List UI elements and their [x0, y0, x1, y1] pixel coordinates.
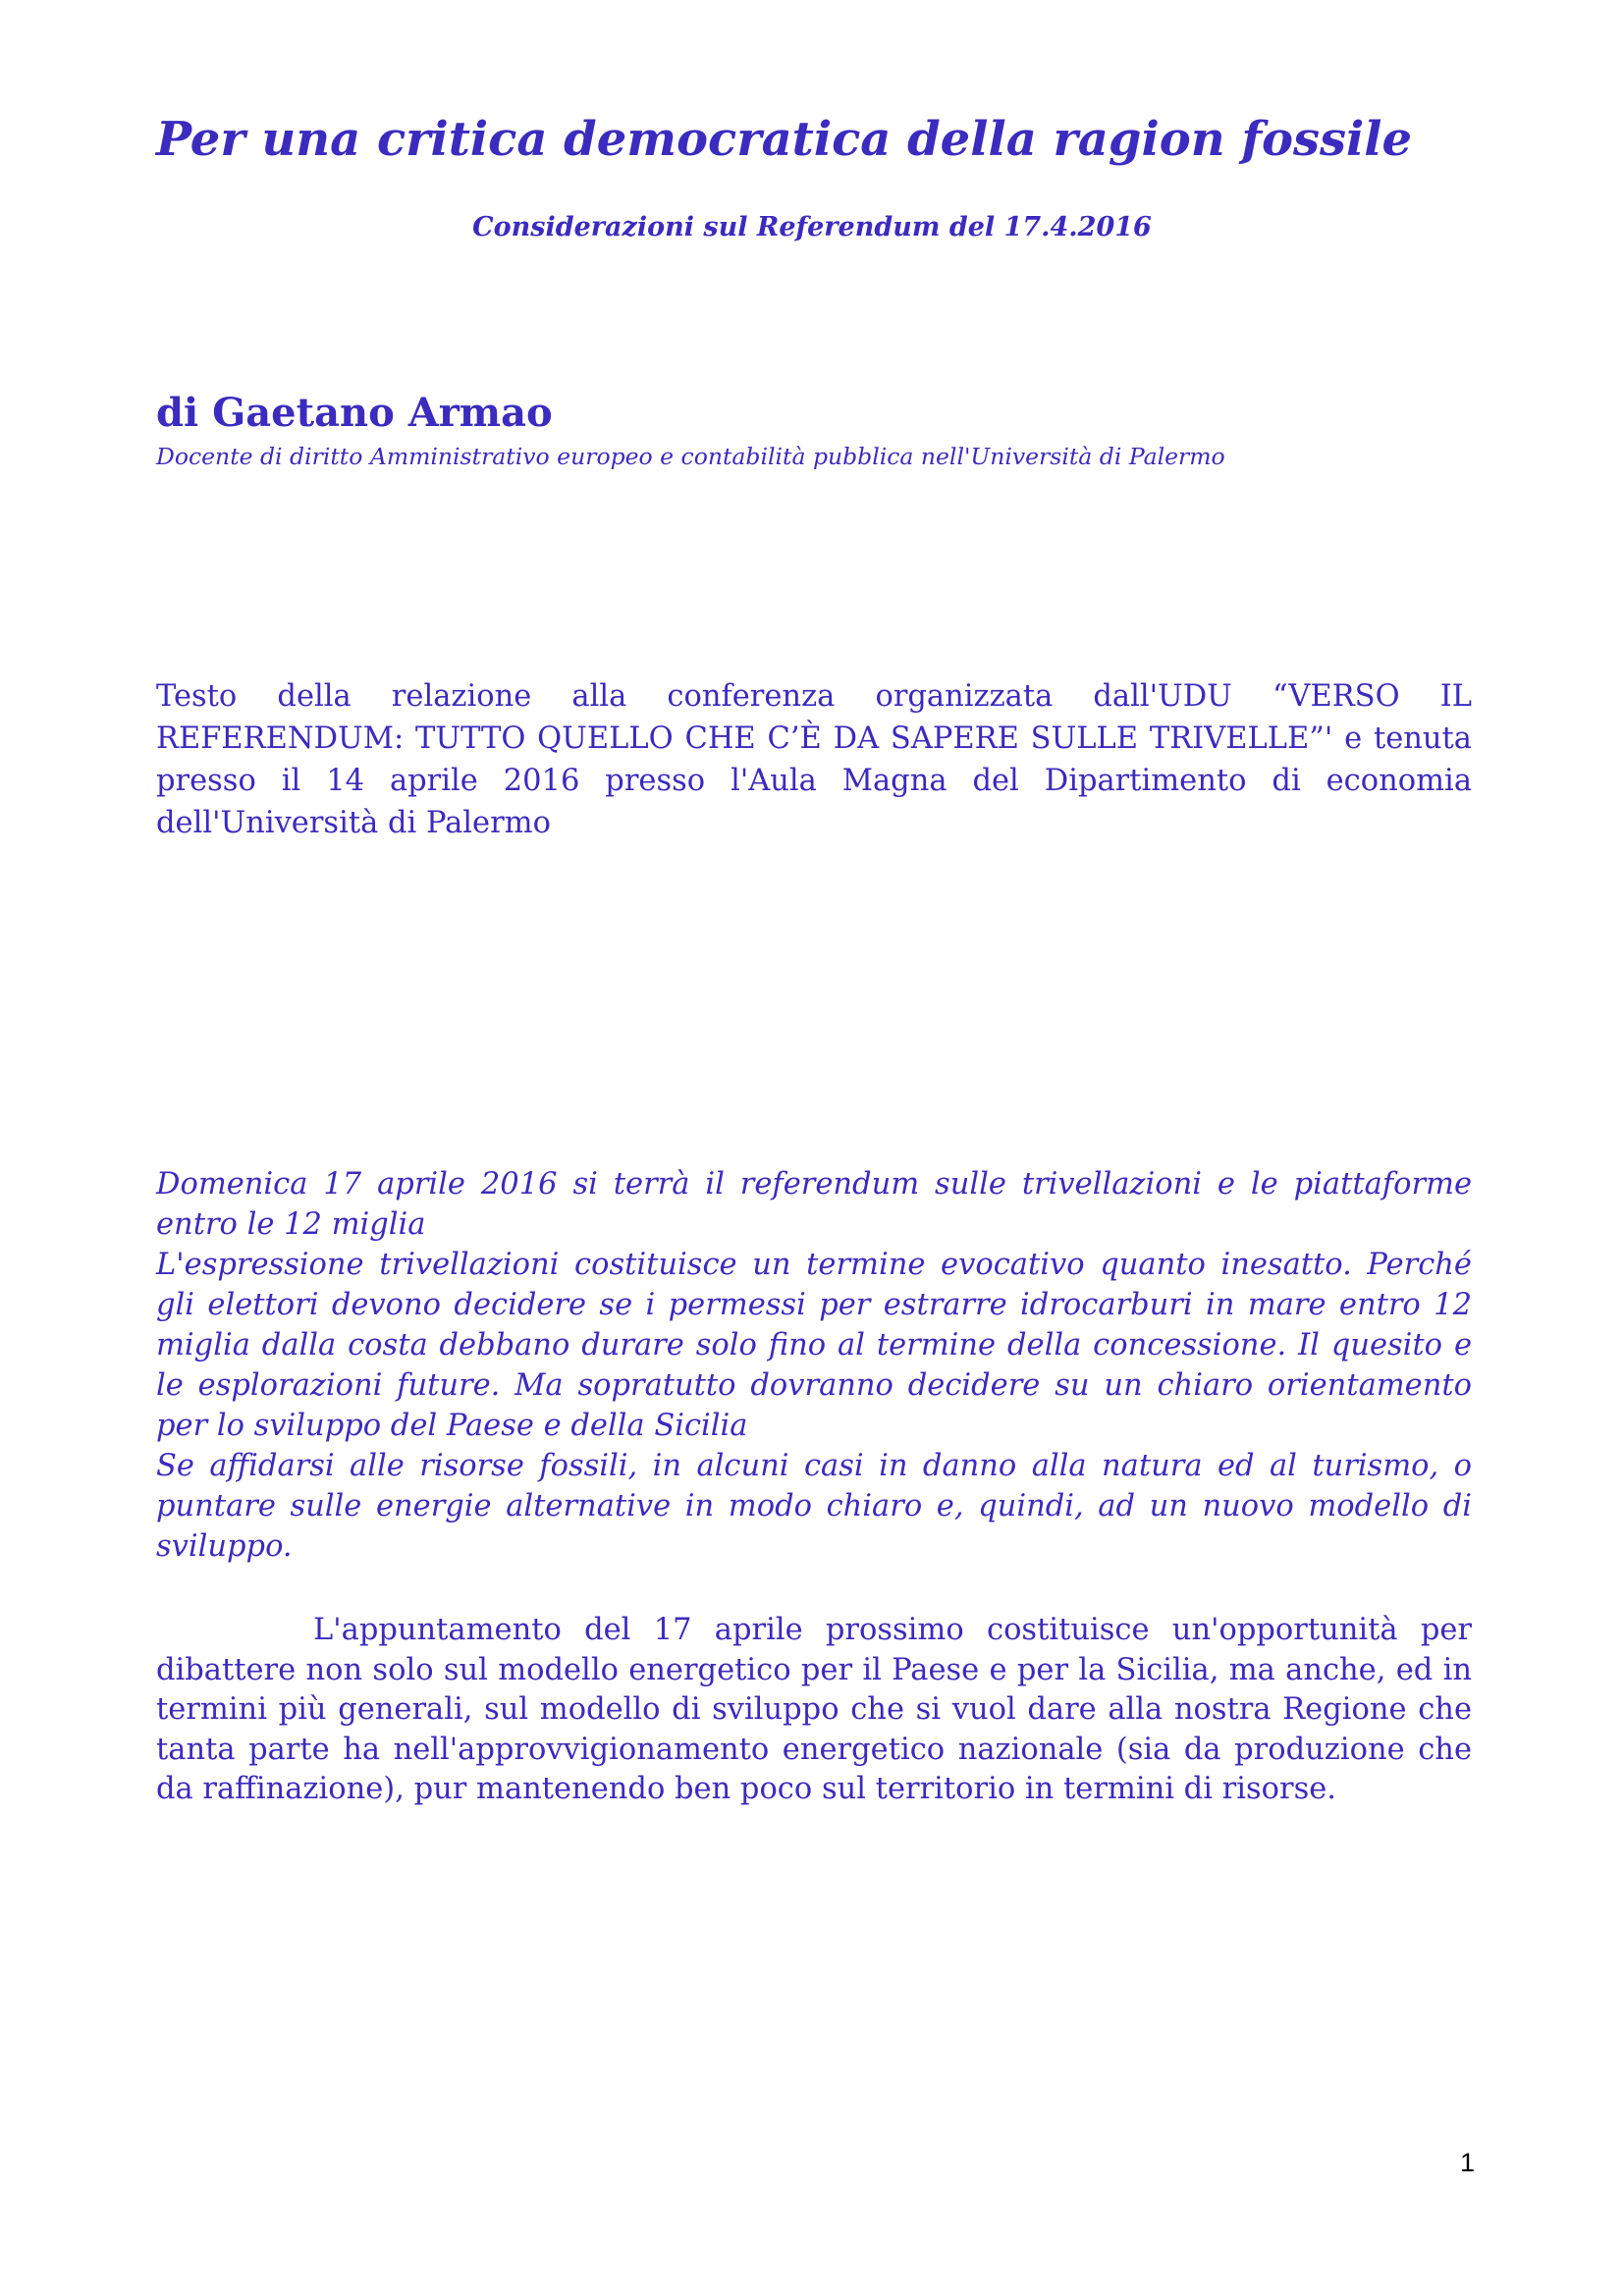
intro-paragraph: Testo della relazione alla conferenza organizzata dall'UDU “VERSO IL REFERENDUM: TUTTO QUELLO CHE C’È DA SAPERE SULLE TRIVELLE”' e tenuta presso il 14 aprile 2016 presso l'Aula Magna del Dipartimento di economia dell'Università di Palermo — [156, 679, 1472, 840]
italic-paragraph: Se affidarsi alle risorse fossili, in alcuni casi in danno alla natura ed al turismo, o puntare sulle energie alternative in modo chiaro e, quindi, ad un nuovo modello di sviluppo. — [156, 1449, 1472, 1564]
document-title: Per una critica democratica della ragion fossile — [156, 112, 1413, 167]
document-subtitle: Considerazioni sul Referendum del 17.4.2016 — [472, 212, 1152, 242]
body-paragraph: L'appuntamento del 17 aprile prossimo costituisce un'opportunità per dibattere non solo sul modello energetico per il Paese e per la Sicilia, ma anche, ed in termini più generali, sul modello di sviluppo che si vuol dare alla nostra Regione che tanta parte ha nell'approvvigionamento energetico nazionale (sia da produzione che da raffinazione), pur mantenendo ben poco sul territorio in termini di risorse. — [156, 1613, 1472, 1806]
author-affiliation: Docente di diritto Amministrativo europeo e contabilità pubblica nell'Università di Palermo — [156, 443, 1225, 470]
italic-paragraph: Domenica 17 aprile 2016 si terrà il referendum sulle trivellazioni e le piattaforme entro le 12 miglia — [156, 1167, 1472, 1242]
italic-paragraph: L'espressione trivellazioni costituisce un termine evocativo quanto inesatto. Perché gli elettori devono decidere se i permessi per estrarre idrocarburi in mare entro 12 miglia dalla costa debbano durare solo fino al termine della concessione. Il quesito e le esplorazioni future. Ma sopratutto dovranno decidere su un chiaro orientamento per lo sviluppo del Paese e della Sicilia — [156, 1248, 1472, 1443]
author-name: di Gaetano Armao — [156, 390, 553, 436]
italic-summary — [156, 1164, 1472, 1567]
page-number: 1 — [1459, 2148, 1475, 2177]
